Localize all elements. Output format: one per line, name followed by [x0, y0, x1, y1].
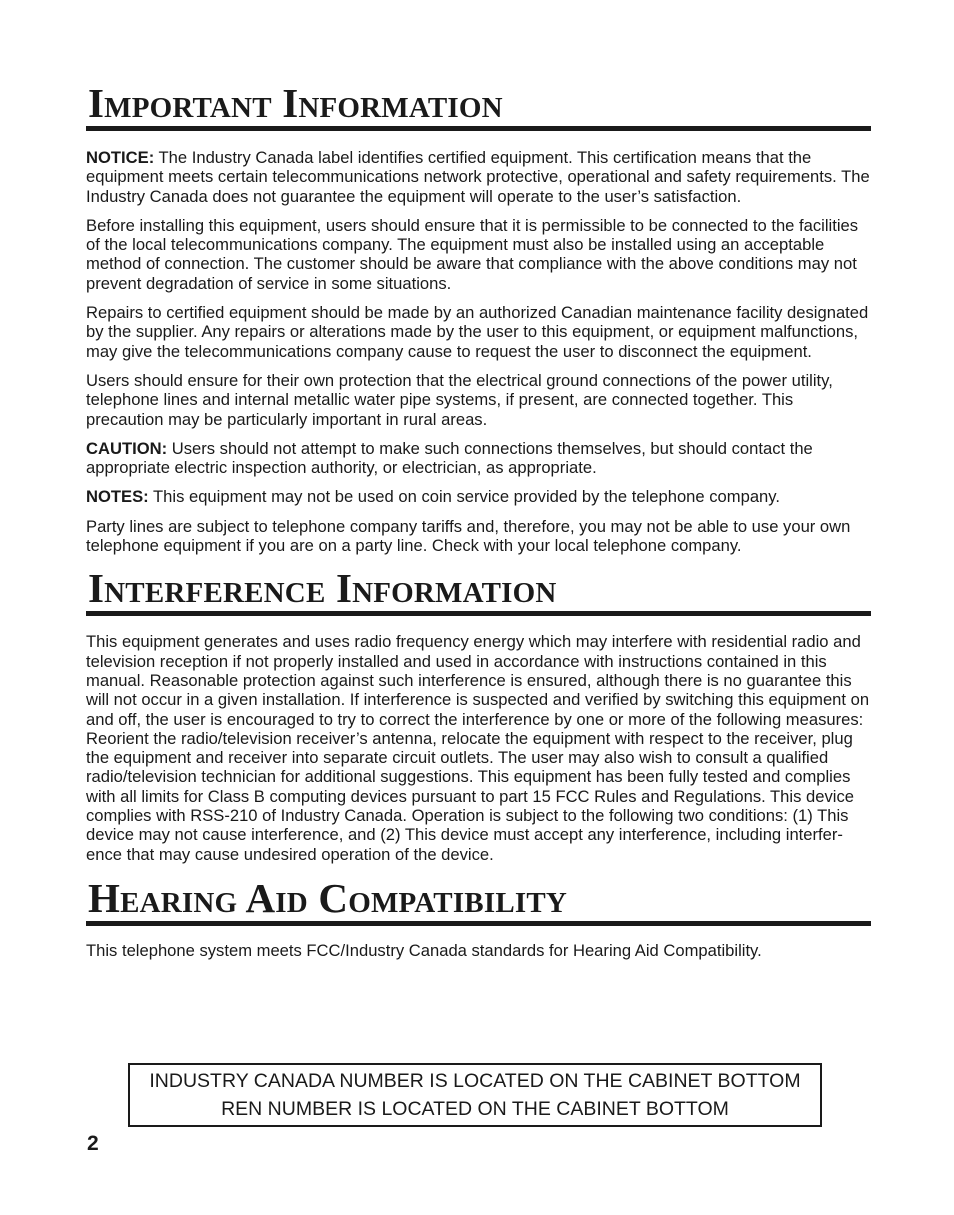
notes-text: This equipment may not be used on coin service provided by the telephone company. — [148, 487, 780, 507]
hearing-aid-paragraph: This telephone system meets FCC/Industry Canada standards for Hearing Aid Compatibility. — [86, 940, 762, 960]
box-line-industry-canada: INDUSTRY CANADA NUMBER IS LOCATED ON THE CABINET BOTTOM — [149, 1070, 801, 1092]
hearing-aid-compatibility-heading: Hearing Aid Compatibility — [86, 877, 871, 926]
caution-text: Users should not attempt to make such connections themselves, but should contact the appropriate electric inspection authority, or electrician, as appropriate. — [86, 438, 813, 478]
install-paragraph: Before installing this equipment, users should ensure that it is permissible to be connected to the facilities of the local telecommunications company. The equipment must also be installed using an acceptable method of connection. The customer should be aware that compliance with the above conditions may not prevent degradation of service in some situations. — [86, 215, 859, 293]
cabinet-label-box — [128, 1063, 822, 1127]
page-content — [86, 82, 871, 960]
ground-paragraph: Users should ensure for their own protection that the electrical ground connections of the power utility, telephone lines and internal metallic water pipe systems, if present, are connected together. This precaution may be particularly important in rural areas. — [86, 370, 833, 429]
caution-paragraph — [86, 439, 871, 478]
repairs-paragraph: Repairs to certified equipment should be made by an authorized Canadian maintenance facility designated by the supplier. Any repairs or alterations made by the user to this equipment, or equipment malfunctions, may give the telecommunications company cause to request the user to disconnect the equipment. — [86, 303, 869, 361]
notice-text: The Industry Canada label identifies certified equipment. This certification means that the equipment meets certain telecommunications network protective, operational and safety requirements. The Industry Canada does not guarantee the equipment will operate to the user’s satisfaction. — [86, 148, 870, 206]
page-number: 2 — [87, 1132, 99, 1155]
party-lines-paragraph: Party lines are subject to telephone company tariffs and, therefore, you may not be able to use your own telephone equipment if you are on a party line. Check with your local telephone company. — [86, 516, 851, 556]
important-information-heading: Important Information — [86, 82, 871, 131]
notes-label: NOTES: — [86, 487, 149, 507]
caution-label: CAUTION: — [86, 438, 168, 458]
notes-paragraph — [86, 487, 871, 506]
notice-label: NOTICE: — [86, 148, 155, 167]
interference-information-heading: Interference Information — [86, 567, 871, 616]
notice-paragraph — [86, 148, 871, 206]
box-line-ren: REN NUMBER IS LOCATED ON THE CABINET BOTTOM — [221, 1098, 729, 1120]
interference-paragraph: This equipment generates and uses radio frequency energy which may interfere with residential radio and television reception if not properly installed and used in accordance with instructions contained in this manual. Reasonable protection against such interference is ensured, although there is no guarantee this will not occur in a given installation. If interference is suspected and verified by switching this equipment on and off, the user is encouraged to try to correct the interference by one or more of the following measures: Reorient the radio/television receiver’s antenna, relocate the equipment with respect to the receiver, plug the equipment and receiver into separate circuit outlets. The user may also wish to consult a qualified radio/television technician for additional suggestions. This equipment has been fully tested and complies with all limits for Class B computing devices pursuant to part 15 FCC Rules and Regulations. This device complies with RSS-210 of Industry Canada. Operation is subject to the following two conditions: (1) This device may not cause interference, and (2) This device must accept any interference, including interfer-ence that may cause undesired operation of the device. — [86, 632, 870, 864]
